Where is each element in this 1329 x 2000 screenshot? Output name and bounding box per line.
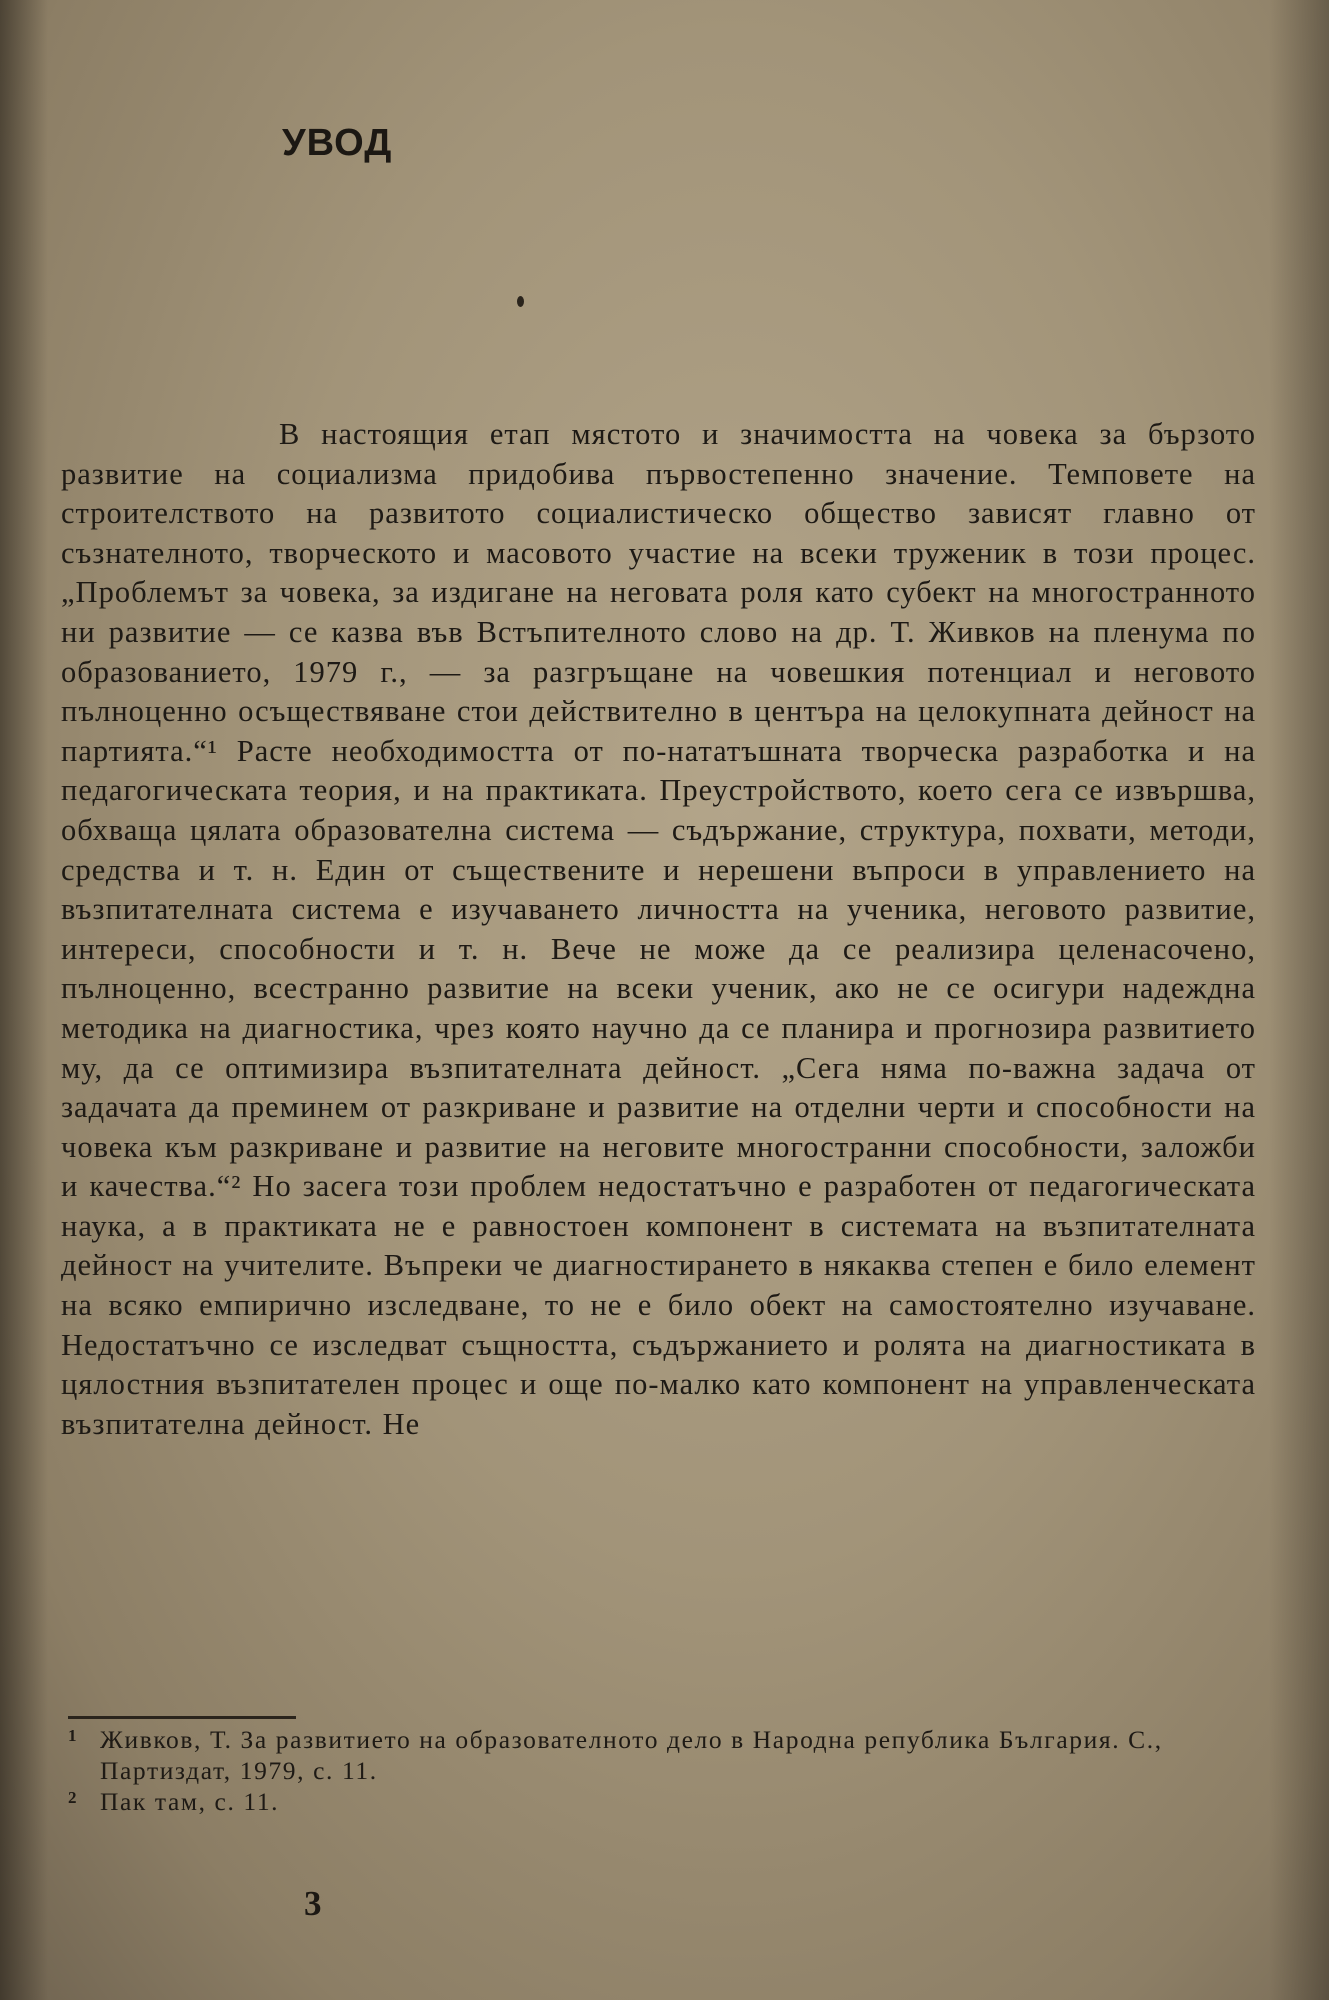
- footnote-2-number: 2: [68, 1788, 79, 1807]
- footnote-2-text: Пак там, с. 11.: [100, 1787, 280, 1816]
- footnote-1-number: 1: [68, 1726, 79, 1745]
- footnote-1: [68, 1724, 1248, 1786]
- footnotes: [68, 1724, 1248, 1817]
- footnote-1-text: Живков, Т. За развитието на образователното дело в Народна република България. С., Партиздат, 1979, с. 11.: [100, 1725, 1163, 1785]
- footnote-2: [68, 1786, 1248, 1817]
- page-number: 3: [304, 1884, 322, 1923]
- footnote-separator: [68, 1716, 296, 1719]
- body-paragraph: В настоящия етап мястото и значимостта на човека за бързото развитие на социализма придобива първостепенно значение. Темповете на строителството на развитото социалистическо общество зависят главно от съзнателното, творческото и масовото участие на всеки труженик в този процес. „Проблемът за човека, за издигане на неговата роля като субект на многостранното ни развитие — се казва във Встъпителното слово на др. Т. Живков на пленума по образованието, 1979 г., — за разгръщане на човешкия потенциал и неговото пълноценно осъществяване стои действително в центъра на целокупната дейност на партията.“¹ Расте необходимостта от по-нататъшната творческа разработка и на педагогическата теория, и на практиката. Преустройството, което сега се извършва, обхваща цялата образователна система — съдържание, структура, похвати, методи, средства и т. н. Един от съществените и нерешени въпроси в управлението на възпитателната система е изучаването личността на ученика, неговото развитие, интереси, способности и т. н. Вече не може да се реализира целенасочено, пълноценно, всестранно развитие на всеки ученик, ако не се осигури надеждна методика на диагностика, чрез която научно да се планира и прогнозира развитието му, да се оптимизира възпитателната дейност. „Сега няма по-важна задача от задачата да преминем от разкриване и развитие на отделни черти и способности на човека към разкриване и развитие на неговите многостранни способности, заложби и качества.“² Но засега този проблем недостатъчно е разработен от педагогическата наука, а в практиката не е равностоен компонент в системата на възпитателната дейност на учителите. Въпреки че диагностирането в някаква степен е било елемент на всяко емпирично изследване, то не е било обект на самостоятелно изучаване. Недостатъчно се изследват същността, съдържанието и ролята на диагностиката в цялостния възпитателен процес и още по-малко като компонент на управленческата възпитателна дейност. Не: [61, 417, 1256, 1441]
- ink-speck: [517, 296, 524, 307]
- chapter-heading: УВОД: [282, 122, 393, 164]
